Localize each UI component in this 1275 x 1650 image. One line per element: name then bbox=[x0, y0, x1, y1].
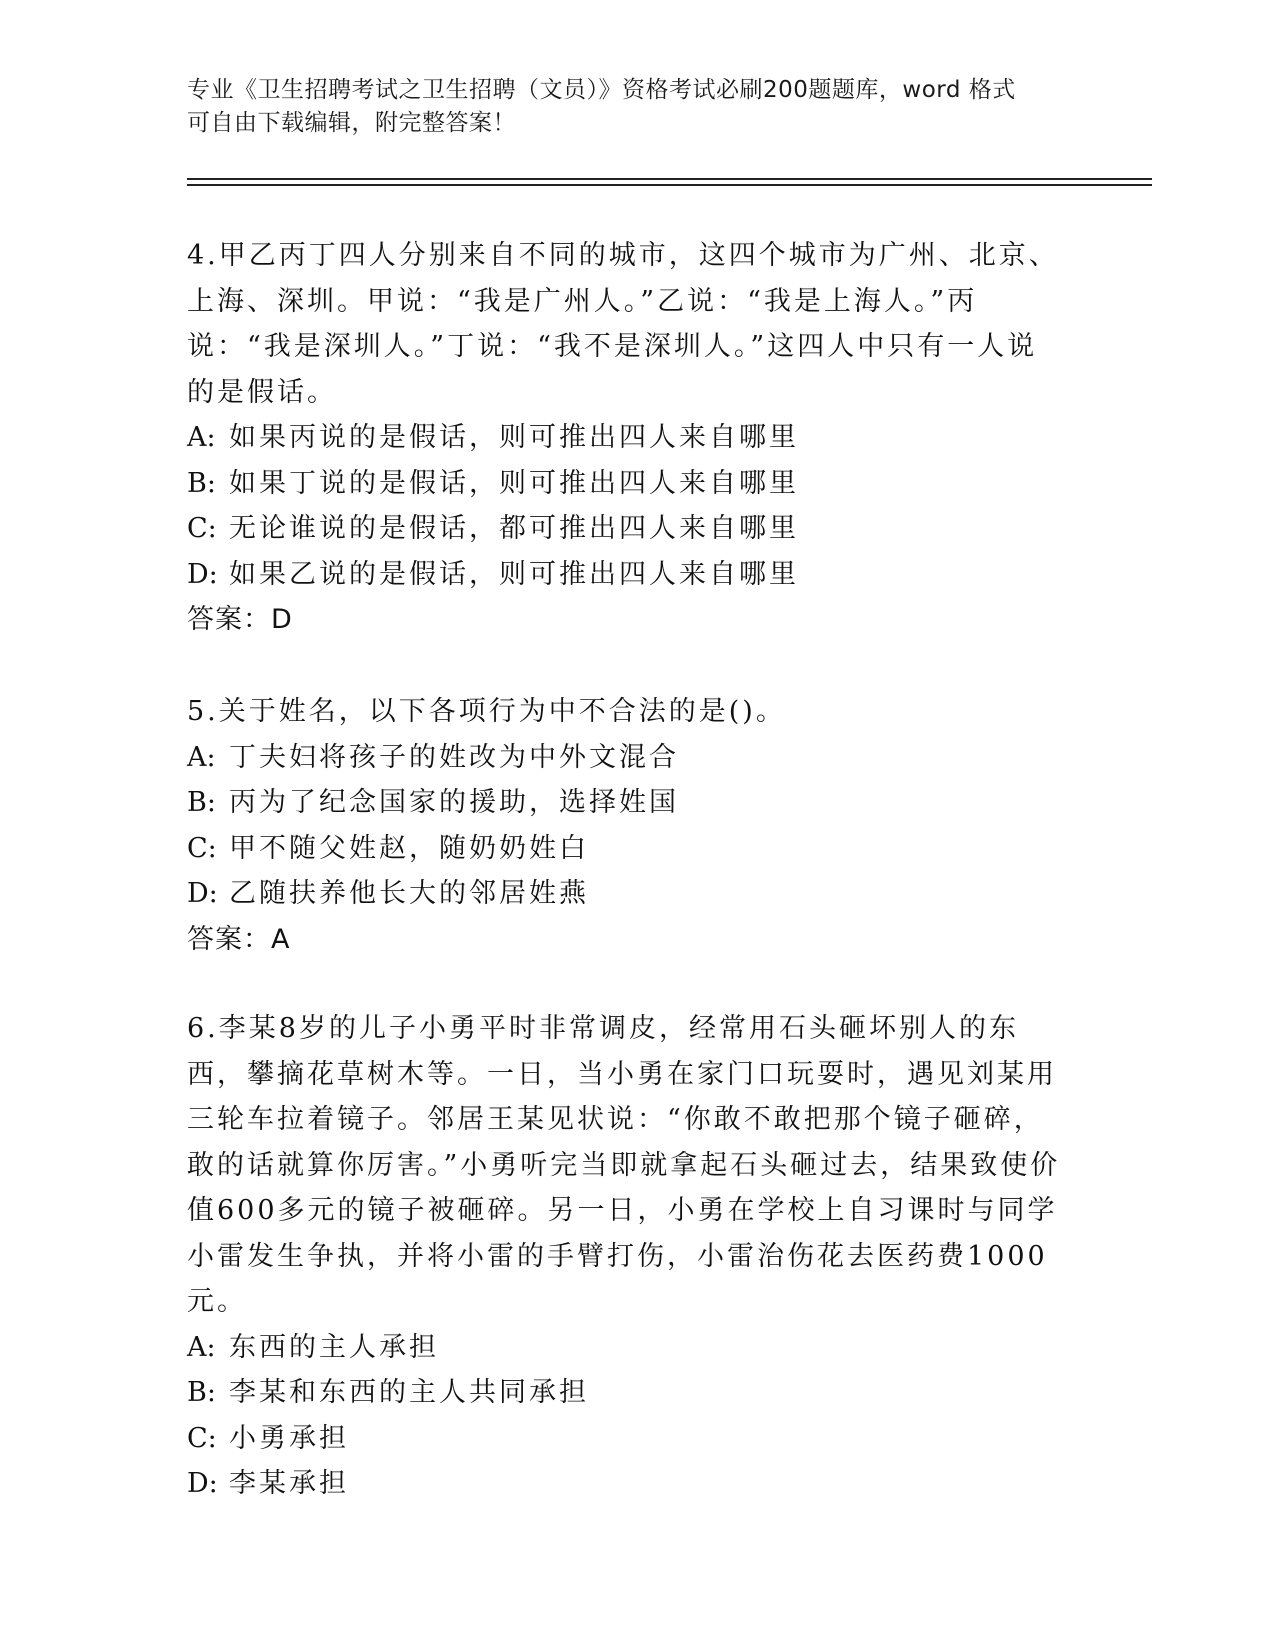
option-key: D: bbox=[187, 558, 218, 590]
option-b bbox=[187, 780, 1067, 826]
question-stem: 6.李某8岁的儿子小勇平时非常调皮，经常用石头砸坏别人的东西，攀摘花草树木等。一日，当小勇在家门口玩耍时，遇见刘某用三轮车拉着镜子。邻居王某见状说：“你敢不敢把那个镜子砸碎，敢的话就算你厉害。”小勇听完当即就拿起石头砸过去，结果致使价值600多元的镜子被砸碎。另一日，小勇在学校上自习课时与同学小雷发生争执，并将小雷的手臂打伤，小雷治伤花去医药费1000元。 bbox=[187, 1013, 1061, 1317]
option-d bbox=[187, 1461, 1067, 1507]
option-a bbox=[187, 415, 1067, 461]
option-key: A: bbox=[187, 741, 216, 773]
question-stem: 4.甲乙丙丁四人分别来自不同的城市，这四个城市为广州、北京、上海、深圳。甲说：“我是广州人。”乙说：“我是上海人。”丙说：“我是深圳人。”丁说：“我不是深圳人。”这四人中只有一人说的是假话。 bbox=[187, 240, 1059, 408]
option-text: 东西的主人承担 bbox=[229, 1331, 439, 1363]
answer-line bbox=[187, 597, 1067, 643]
option-c bbox=[187, 506, 1067, 552]
option-key: D: bbox=[187, 1468, 218, 1499]
option-text: 如果乙说的是假话，则可推出四人来自哪里 bbox=[229, 558, 799, 590]
option-text: 李某承担 bbox=[229, 1468, 349, 1499]
option-text: 无论谁说的是假话，都可推出四人来自哪里 bbox=[229, 513, 799, 544]
header-title-line-1: 专业《卫生招聘考试之卫生招聘（文员）》资格考试必刷200题题库，word 格式 bbox=[187, 77, 1016, 103]
option-key: B: bbox=[187, 467, 216, 499]
question-stem: 5.关于姓名，以下各项行为中不合法的是()。 bbox=[187, 696, 786, 727]
option-a bbox=[187, 735, 1067, 781]
option-text: 如果丙说的是假话，则可推出四人来自哪里 bbox=[229, 422, 799, 453]
option-c bbox=[187, 826, 1067, 872]
document-header bbox=[187, 74, 1087, 140]
option-key: D: bbox=[187, 878, 218, 909]
answer-label: 答案： bbox=[187, 604, 271, 635]
option-key: C: bbox=[187, 513, 217, 544]
answer-label: 答案： bbox=[187, 923, 271, 955]
option-c bbox=[187, 1416, 1067, 1462]
option-text: 李某和东西的主人共同承担 bbox=[229, 1377, 589, 1408]
answer-value: D bbox=[271, 604, 293, 635]
option-b bbox=[187, 1370, 1067, 1416]
option-key: B: bbox=[187, 1377, 216, 1408]
header-divider-bottom bbox=[187, 184, 1152, 186]
option-b bbox=[187, 461, 1067, 507]
option-d bbox=[187, 871, 1067, 917]
option-key: A: bbox=[187, 422, 216, 453]
question-5 bbox=[187, 689, 1067, 962]
question-6 bbox=[187, 1006, 1067, 1507]
answer-value: A bbox=[271, 923, 291, 955]
option-text: 丁夫妇将孩子的姓改为中外文混合 bbox=[229, 741, 679, 773]
option-text: 乙随扶养他长大的邻居姓燕 bbox=[229, 878, 589, 909]
option-text: 丙为了纪念国家的援助，选择姓国 bbox=[229, 787, 679, 818]
option-a bbox=[187, 1325, 1067, 1371]
option-text: 甲不随父姓赵，随奶奶姓白 bbox=[229, 832, 589, 864]
header-divider-top bbox=[187, 178, 1152, 180]
option-key: A: bbox=[187, 1331, 216, 1363]
header-title-line-2: 可自由下载编辑，附完整答案！ bbox=[187, 110, 516, 136]
option-key: C: bbox=[187, 1422, 217, 1454]
option-d bbox=[187, 552, 1067, 598]
question-4 bbox=[187, 233, 1067, 643]
option-key: C: bbox=[187, 832, 217, 864]
option-text: 如果丁说的是假话，则可推出四人来自哪里 bbox=[229, 467, 799, 499]
answer-line bbox=[187, 917, 1067, 963]
option-key: B: bbox=[187, 787, 216, 818]
option-text: 小勇承担 bbox=[229, 1422, 349, 1454]
